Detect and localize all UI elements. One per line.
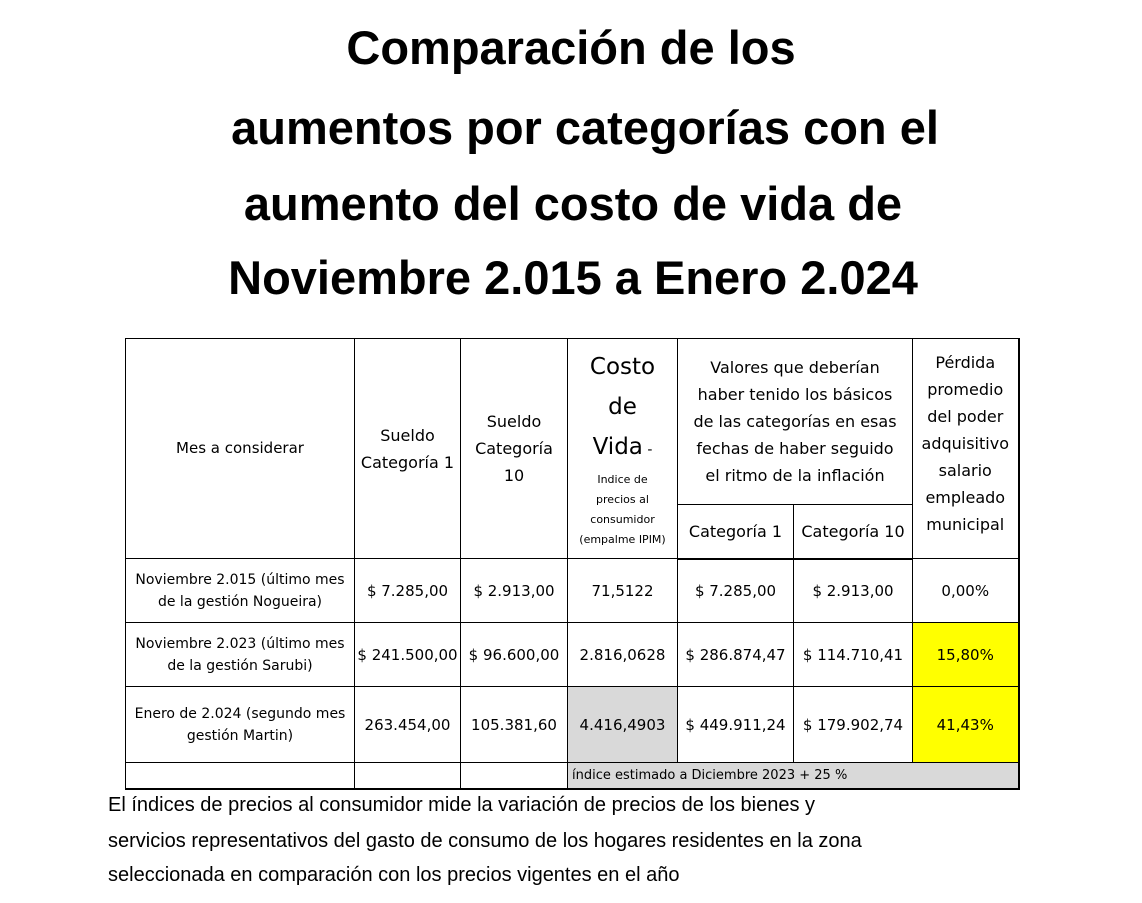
comparison-table (125, 338, 1020, 790)
header-sueldo-categoria-1: Sueldo Categoría 1 (355, 339, 461, 559)
cell-sueldo-1: 263.454,00 (355, 687, 461, 763)
cell-valor-10: $ 179.902,74 (794, 687, 913, 763)
row-mes: Enero de 2.024 (segundo mes gestión Martin) (126, 687, 355, 763)
cell-valor-1: $ 7.285,00 (678, 559, 794, 623)
cell-perdida-highlight: 15,80% (913, 623, 1019, 687)
note-line-3: seleccionada en comparación con los precios vigentes en el año (108, 864, 680, 886)
note-line-1: El índices de precios al consumidor mide la variación de precios de los bienes y (108, 794, 816, 816)
page-title-line-1: Comparación de los (346, 21, 796, 74)
cell-costo-estimado: 4.416,4903 (568, 687, 678, 763)
table-row (126, 559, 1019, 623)
cell-valor-10: $ 114.710,41 (794, 623, 913, 687)
table-footnote: índice estimado a Diciembre 2023 + 25 % (568, 763, 1019, 789)
page-title-line-2: aumentos por categorías con el (231, 101, 939, 154)
row-mes: Noviembre 2.023 (último mes de la gestión Sarubi) (126, 623, 355, 687)
header-mes: Mes a considerar (126, 339, 355, 559)
table-row (126, 623, 1019, 687)
cell-sueldo-1: $ 7.285,00 (355, 559, 461, 623)
header-costo-de-vida: Costo de Vida - Indice de precios al consumidor (empalme IPIM) (568, 339, 678, 559)
page-title-line-4: Noviembre 2.015 a Enero 2.024 (228, 251, 918, 304)
cell-valor-1: $ 449.911,24 (678, 687, 794, 763)
table-row (126, 687, 1019, 763)
header-valores-inflacion: Valores que deberían haber tenido los básicos de las categorías en esas fechas de haber seguido el ritmo de la inflación (678, 339, 913, 505)
cell-sueldo-10: $ 96.600,00 (461, 623, 568, 687)
cell-valor-10: $ 2.913,00 (794, 559, 913, 623)
header-valores-categoria-1: Categoría 1 (678, 505, 794, 559)
cell-sueldo-10: 105.381,60 (461, 687, 568, 763)
cell-sueldo-1: $ 241.500,00 (355, 623, 461, 687)
note-line-2: servicios representativos del gasto de consumo de los hogares residentes en la zona (108, 830, 862, 852)
cell-perdida: 0,00% (913, 559, 1019, 623)
header-perdida: Pérdida promedio del poder adquisitivo salario empleado municipal (913, 339, 1019, 559)
header-sueldo-categoria-10: Sueldo Categoría 10 (461, 339, 568, 559)
cell-perdida-highlight: 41,43% (913, 687, 1019, 763)
row-mes: Noviembre 2.015 (último mes de la gestión Nogueira) (126, 559, 355, 623)
page-title-line-3: aumento del costo de vida de (243, 177, 903, 230)
cell-costo: 2.816,0628 (568, 623, 678, 687)
header-valores-categoria-10: Categoría 10 (794, 505, 913, 559)
table-footnote-row (126, 763, 1019, 789)
cell-costo: 71,5122 (568, 559, 678, 623)
cell-valor-1: $ 286.874,47 (678, 623, 794, 687)
cell-sueldo-10: $ 2.913,00 (461, 559, 568, 623)
